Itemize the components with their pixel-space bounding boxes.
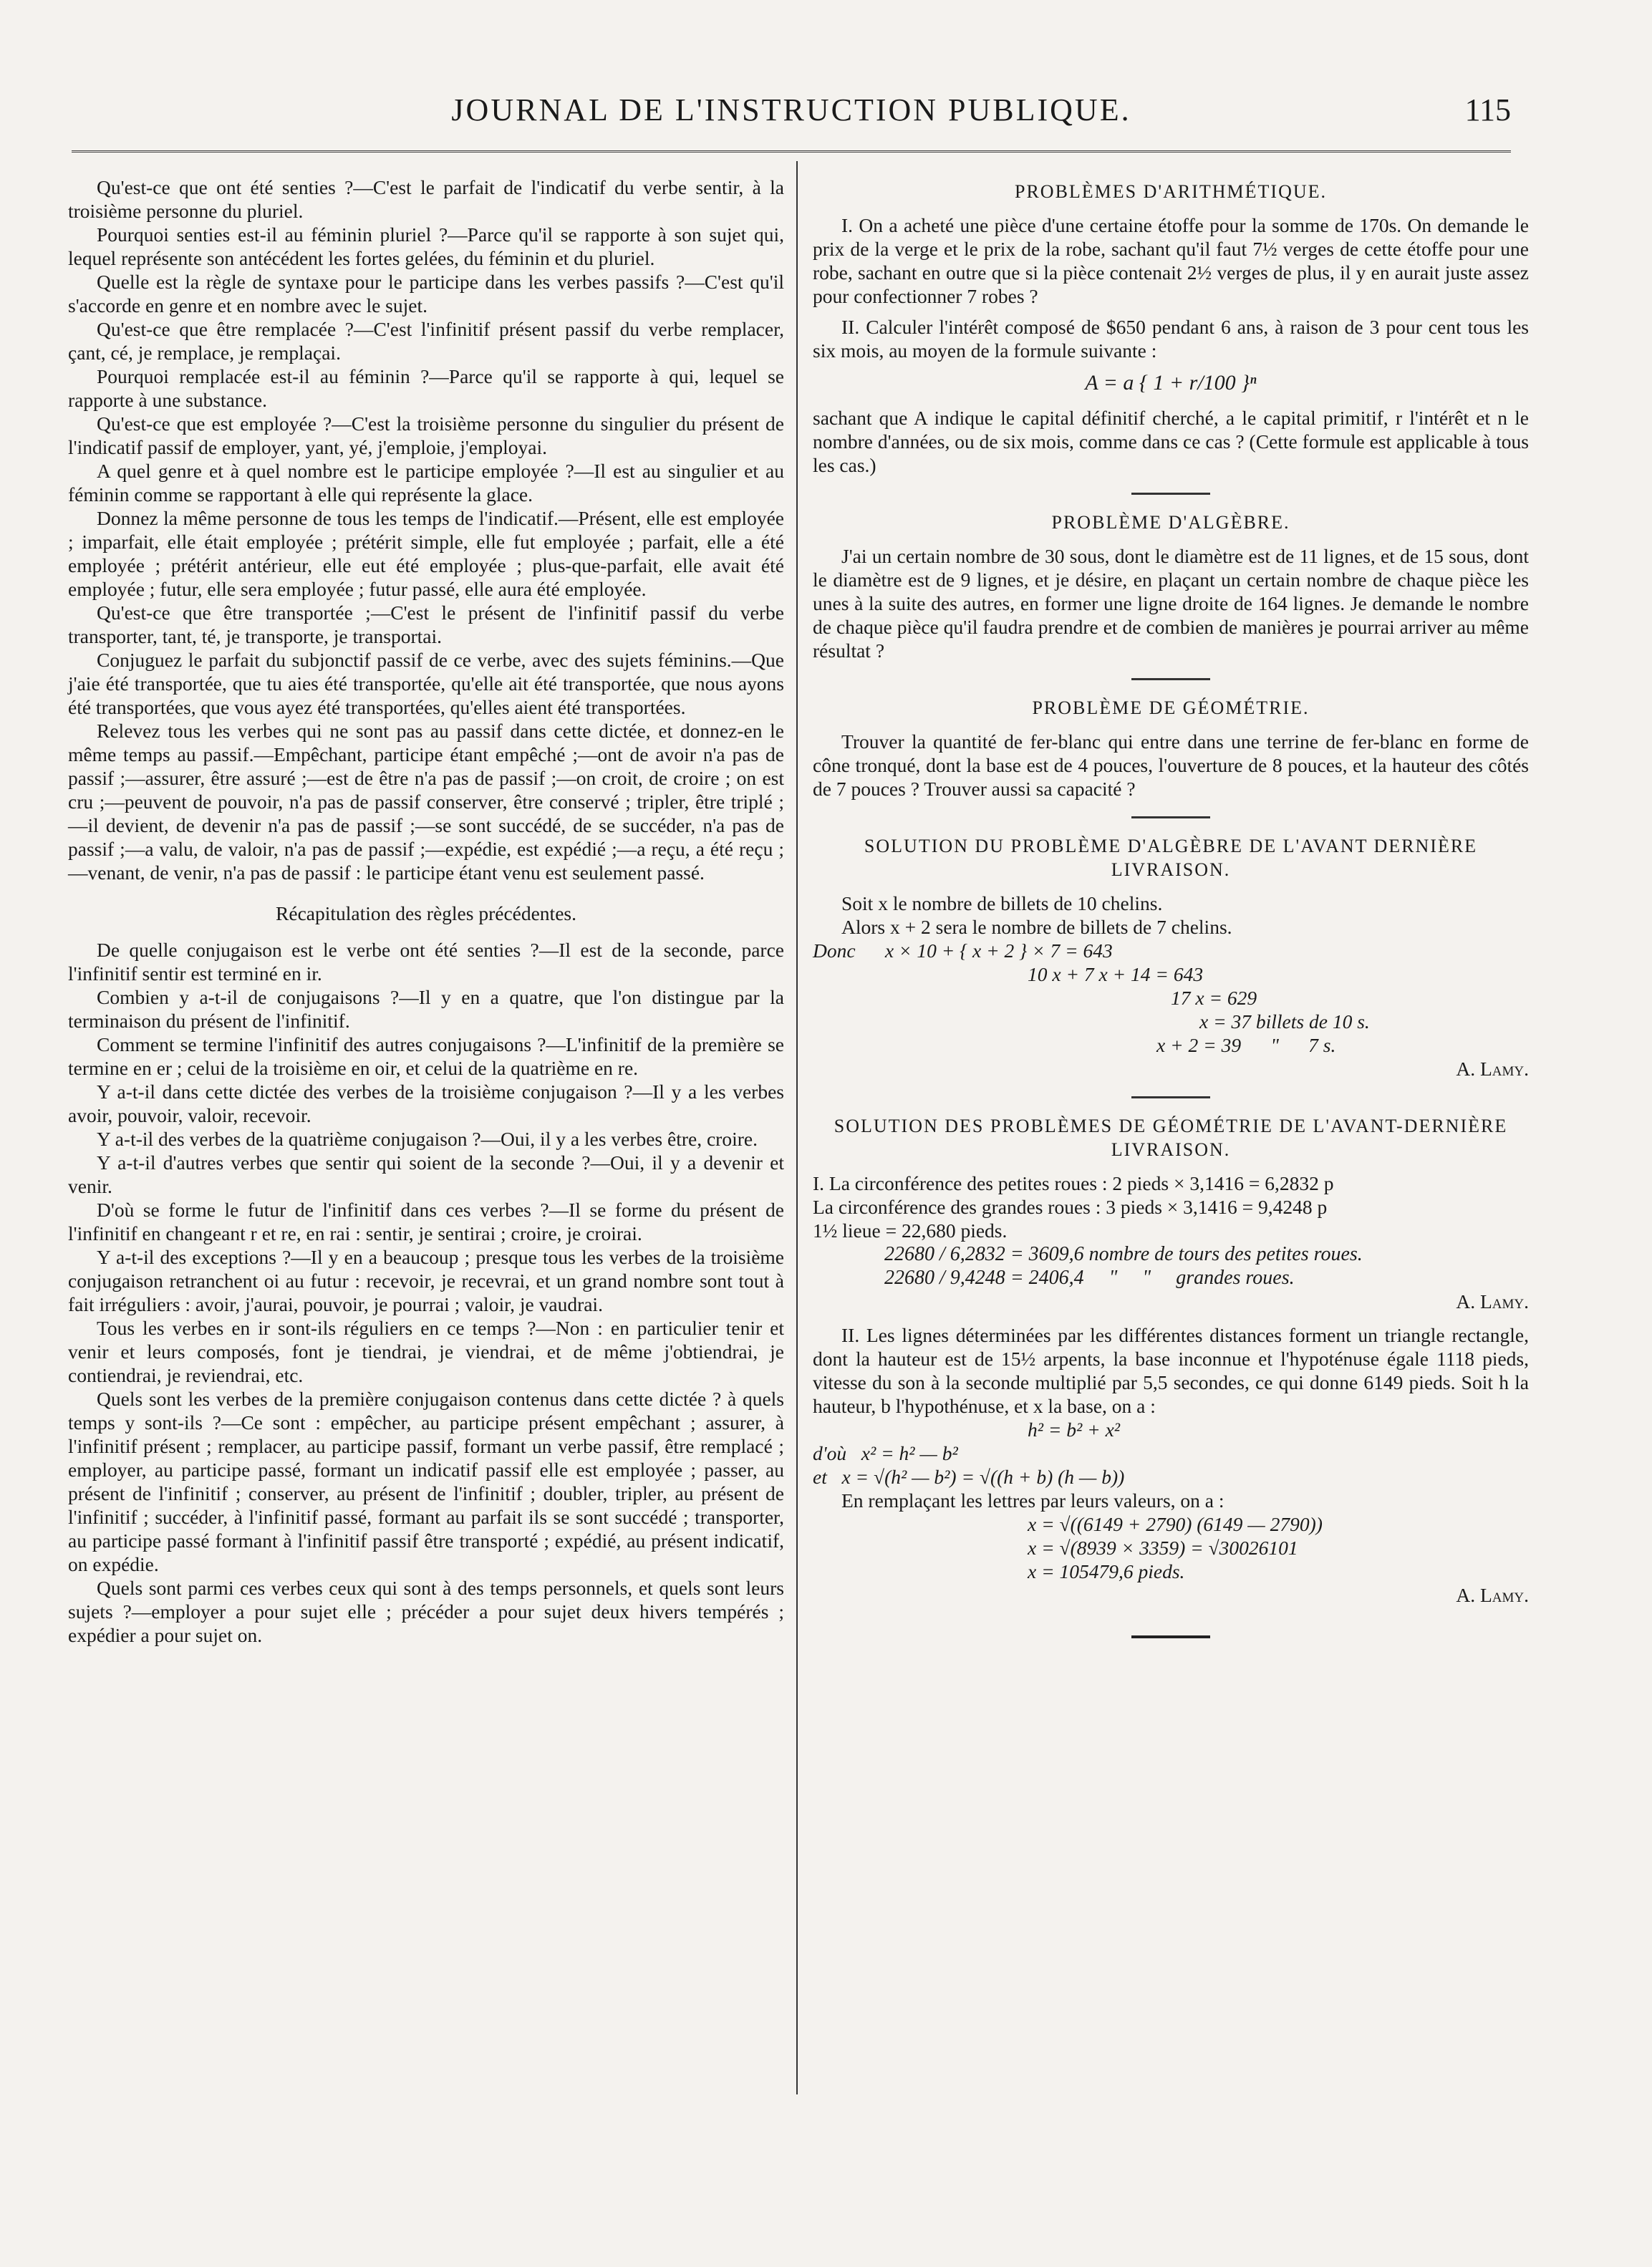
signature: A. Lamy. bbox=[1456, 1584, 1529, 1606]
section-title-geometry-solution: SOLUTION DES PROBLÈMES DE GÉOMÉTRIE DE L'AVANT-DERNIÈRE LIVRAISON. bbox=[834, 1116, 1508, 1160]
paragraph: Qu'est-ce que ont été senties ?—C'est le parfait de l'indicatif du verbe sentir, à la troisième personne du pluriel. bbox=[68, 176, 784, 222]
right-column bbox=[813, 175, 1529, 1638]
solution-line: Soit x le nombre de billets de 10 chelins. bbox=[841, 892, 1163, 914]
paragraph: I. On a acheté une pièce d'une certaine étoffe pour la somme de 170s. On demande le prix de la verge et le prix de la robe, sachant qu'il faut 7½ verges de cette étoffe pour une robe, sachant en outre que si la pièce contenait 2½ verges de plus, il y en aurait juste assez pour confectionner 7 robes ? bbox=[813, 214, 1529, 307]
equation-line: x = √(8939 × 3359) = √30026101 bbox=[1028, 1537, 1298, 1559]
page-number: 115 bbox=[1464, 92, 1511, 127]
journal-title: JOURNAL DE L'INSTRUCTION PUBLIQUE. bbox=[451, 92, 1131, 127]
paragraph: Pourquoi senties est-il au féminin pluriel ?—Parce qu'il se rapporte à son sujet qui, lequel représente son antécédent les fortes gelées, du féminin et du pluriel. bbox=[68, 223, 784, 269]
paragraph: Qu'est-ce que être transportée ;—C'est le présent de l'infinitif passif du verbe transporter, tant, té, je transporte, je transportai. bbox=[68, 601, 784, 647]
paragraph: D'où se forme le futur de l'infinitif dans ces verbes ?—Il se forme du présent de l'infinitif en changeant r et re, en rai : sentir, je sentirai ; croire, je croirai. bbox=[68, 1199, 784, 1244]
equation-line: x = 105479,6 pieds. bbox=[1028, 1560, 1185, 1582]
section-title-algebra-solution: SOLUTION DU PROBLÈME D'ALGÈBRE DE L'AVANT DERNIÈRE LIVRAISON. bbox=[864, 836, 1478, 880]
paragraph: Comment se termine l'infinitif des autres conjugaisons ?—L'infinitif de la première se termine en er ; celui de la troisième en oir, et celui de la quatrième en re. bbox=[68, 1033, 784, 1079]
section-rule bbox=[1131, 1096, 1210, 1098]
paragraph: Tous les verbes en ir sont-ils réguliers en ce temps ?—Non : en particulier tenir et venir et leurs composés, font je tiendrai, je viendrai, et de même j'obtiendrai, je contiendrai, je reviendrai, etc. bbox=[68, 1317, 784, 1386]
section-title-algebra: PROBLÈME D'ALGÈBRE. bbox=[1051, 512, 1290, 533]
equation-line: 22680 / 6,2832 = 3609,6 nombre de tours des petites roues. bbox=[884, 1243, 1363, 1265]
left-column bbox=[68, 175, 784, 1647]
paragraph: II. Les lignes déterminées par les différentes distances forment un triangle rectangle, dont la hauteur est de 15½ arpents, la base inconnue et l'hypoténuse égale 1118 pieds, vitesse du son à la seconde multiplié par 5,5 secondes, ce qui donne 6149 pieds. Soit h la hauteur, b l'hypothénuse, et x la base, on a : bbox=[813, 1324, 1529, 1417]
paragraph: II. Calculer l'intérêt composé de $650 pendant 6 ans, à raison de 3 pour cent tous les six mois, au moyen de la formule suivante : bbox=[813, 316, 1529, 362]
paragraph: Qu'est-ce que est employée ?—C'est la troisième personne du singulier du présent de l'indicatif passif de employer, yant, yé, j'emploie, j'employai. bbox=[68, 412, 784, 458]
page-header bbox=[72, 92, 1511, 142]
equation-line: et x = √(h² — b²) = √((h + b) (h — b)) bbox=[813, 1466, 1125, 1488]
signature: A. Lamy. bbox=[1456, 1290, 1529, 1313]
paragraph: Quelle est la règle de syntaxe pour le participe dans les verbes passifs ?—C'est qu'il s'accorde en genre et en nombre avec le sujet. bbox=[68, 271, 784, 316]
equation-line: x = 37 billets de 10 s. bbox=[1199, 1010, 1370, 1033]
paragraph: En remplaçant les lettres par leurs valeurs, on a : bbox=[841, 1489, 1224, 1512]
paragraph: Y a-t-il des exceptions ?—Il y en a beaucoup ; presque tous les verbes de la troisième conjugaison retranchent oi au futur : recevoir, je recevrai, et un grand nombre sont tout à fait irréguliers : avoir, j'aurai, pouvoir, je pourrai ; valoir, je vaudrai. bbox=[68, 1246, 784, 1315]
section-title-geometry: PROBLÈME DE GÉOMÉTRIE. bbox=[1032, 697, 1310, 718]
column-divider bbox=[796, 161, 798, 2094]
section-rule bbox=[1131, 816, 1210, 818]
solution-line: 1½ lieue = 22,680 pieds. bbox=[813, 1219, 1008, 1242]
header-rule bbox=[72, 150, 1511, 153]
paragraph: Quels sont les verbes de la première conjugaison contenus dans cette dictée ? à quels temps y sont-ils ?—Ce sont : empêcher, au participe présent empêchant ; assurer, à l'infinitif présent ; remplacer, au participe passif, formant un verbe passif, être remplacé ; employer, au participe passé, formant un indicatif passif elle est employée ; passer, au présent de l'infinitif ; conserver, au présent de l'infinitif ; doubler, tripler, au présent de l'infinitif ; succéder, à l'infinitif passé, formant au parfait ils se sont succédé ; transporter, au participe passé formant à l'infinitif passif être transporté ; expédié, au présent indicatif, on expédie. bbox=[68, 1388, 784, 1575]
solution-line: La circonférence des grandes roues : 3 pieds × 3,1416 = 9,4248 p bbox=[813, 1196, 1328, 1218]
paragraph: Combien y a-t-il de conjugaisons ?—Il y en a quatre, que l'on distingue par la terminaison du présent de l'infinitif. bbox=[68, 986, 784, 1032]
solution-line: Alors x + 2 sera le nombre de billets de 7 chelins. bbox=[841, 916, 1232, 938]
paragraph: sachant que A indique le capital définitif cherché, a le capital primitif, r l'intérêt et n le nombre d'années, ou de six mois, comme dans ce cas ? (Cette formule est applicable à tous les cas.) bbox=[813, 407, 1529, 476]
end-rule bbox=[1131, 1635, 1210, 1638]
paragraph: Y a-t-il dans cette dictée des verbes de la troisième conjugaison ?—Il y a les verbes avoir, pouvoir, valoir, recevoir. bbox=[68, 1081, 784, 1126]
signature: A. Lamy. bbox=[1456, 1058, 1529, 1080]
recap-heading: Récapitulation des règles précédentes. bbox=[276, 902, 576, 924]
equation-line: d'où x² = h² — b² bbox=[813, 1442, 958, 1464]
equation-line: 17 x = 629 bbox=[1171, 987, 1257, 1009]
paragraph: Conjuguez le parfait du subjonctif passif de ce verbe, avec des sujets féminins.—Que j'aie été transportée, que tu aies été transportée, qu'elle ait été transportée, que nous ayons été transportées, que vous ayez été transportées, qu'elles aient été transportées. bbox=[68, 649, 784, 718]
paragraph: A quel genre et à quel nombre est le participe employée ?—Il est au singulier et au féminin comme se rapportant à elle qui représente la glace. bbox=[68, 460, 784, 506]
section-rule bbox=[1131, 493, 1210, 495]
paragraph: Relevez tous les verbes qui ne sont pas au passif dans cette dictée, et donnez-en le même temps au passif.—Empêchant, participe étant empêché ;—ont de avoir n'a pas de passif ;—assurer, être assuré ;—est de être n'a pas de passif ;—on croit, de croire ; on est cru ;—peuvent de pouvoir, n'a pas de passif conserver, être conservé ; tripler, être triplé ;—il devient, de devenir n'a pas de passif ;—se sont succédé, de se succéder, n'a pas de passif ;—a valu, de valoir, n'a pas de passif ;—expédie, est expédié ;—a reçu, a été reçu ;—venant, de venir, n'a pas de passif : le participe étant venu est seulement passé. bbox=[68, 720, 784, 884]
paragraph: J'ai un certain nombre de 30 sous, dont le diamètre est de 11 lignes, et de 15 sous, dont le diamètre est de 9 lignes, et je désire, en plaçant un certain nombre de chaque pièce les unes à la suite des autres, en former une ligne droite de 164 lignes. Je demande le nombre de chaque pièce qu'il faudra prendre et de combien de manières je pourrai arriver au même résultat ? bbox=[813, 545, 1529, 662]
paragraph: Qu'est-ce que être remplacée ?—C'est l'infinitif présent passif du verbe remplacer, çant, cé, je remplace, je remplaçai. bbox=[68, 318, 784, 364]
solution-line: I. La circonférence des petites roues : 2 pieds × 3,1416 = 6,2832 p bbox=[813, 1172, 1334, 1194]
equation-line: 10 x + 7 x + 14 = 643 bbox=[1028, 963, 1204, 985]
paragraph: Y a-t-il des verbes de la quatrième conjugaison ?—Oui, il y a les verbes être, croire. bbox=[97, 1128, 758, 1150]
paragraph: Y a-t-il d'autres verbes que sentir qui soient de la seconde ?—Oui, il y a devenir et venir. bbox=[68, 1151, 784, 1197]
section-rule bbox=[1131, 678, 1210, 680]
equation-line: h² = b² + x² bbox=[1028, 1418, 1121, 1441]
compound-interest-formula: A = a { 1 + r/100 }ⁿ bbox=[1085, 371, 1257, 395]
paragraph: Quels sont parmi ces verbes ceux qui sont à des temps personnels, et quels sont leurs sujets ?—employer a pour sujet elle ; précéder a pour sujet deux hivers tempérés ; expédier a pour sujet on. bbox=[68, 1577, 784, 1646]
section-title-arithmetic: PROBLÈMES D'ARITHMÉTIQUE. bbox=[1014, 181, 1327, 202]
paragraph: Donnez la même personne de tous les temps de l'indicatif.—Présent, elle est employée ; imparfait, elle était employée ; prétérit simple, elle fut employée ; parfait, elle a été employée ; prétérit antérieur, elle eut été employée ; plus-que-parfait, elle avait été employée ; futur, elle sera employée ; futur passé, elle aura été employée. bbox=[68, 507, 784, 600]
paragraph: Pourquoi remplacée est-il au féminin ?—Parce qu'il se rapporte à qui, lequel se rapporte à une substance. bbox=[68, 365, 784, 411]
equation-line: x = √((6149 + 2790) (6149 — 2790)) bbox=[1028, 1513, 1323, 1535]
paragraph: Trouver la quantité de fer-blanc qui entre dans une terrine de fer-blanc en forme de cône tronqué, dont la base est de 4 pouces, l'ouverture de 8 pouces, et la hauteur des côtés de 7 pouces ? Trouver aussi sa capacité ? bbox=[813, 730, 1529, 800]
equation-line: x + 2 = 39 " 7 s. bbox=[1156, 1034, 1336, 1056]
equation-line: Donc x × 10 + { x + 2 } × 7 = 643 bbox=[813, 939, 1113, 962]
equation-line: 22680 / 9,4248 = 2406,4 " " grandes roues. bbox=[884, 1267, 1295, 1289]
paragraph: De quelle conjugaison est le verbe ont été senties ?—Il est de la seconde, parce l'infinitif sentir est terminé en ir. bbox=[68, 939, 784, 985]
